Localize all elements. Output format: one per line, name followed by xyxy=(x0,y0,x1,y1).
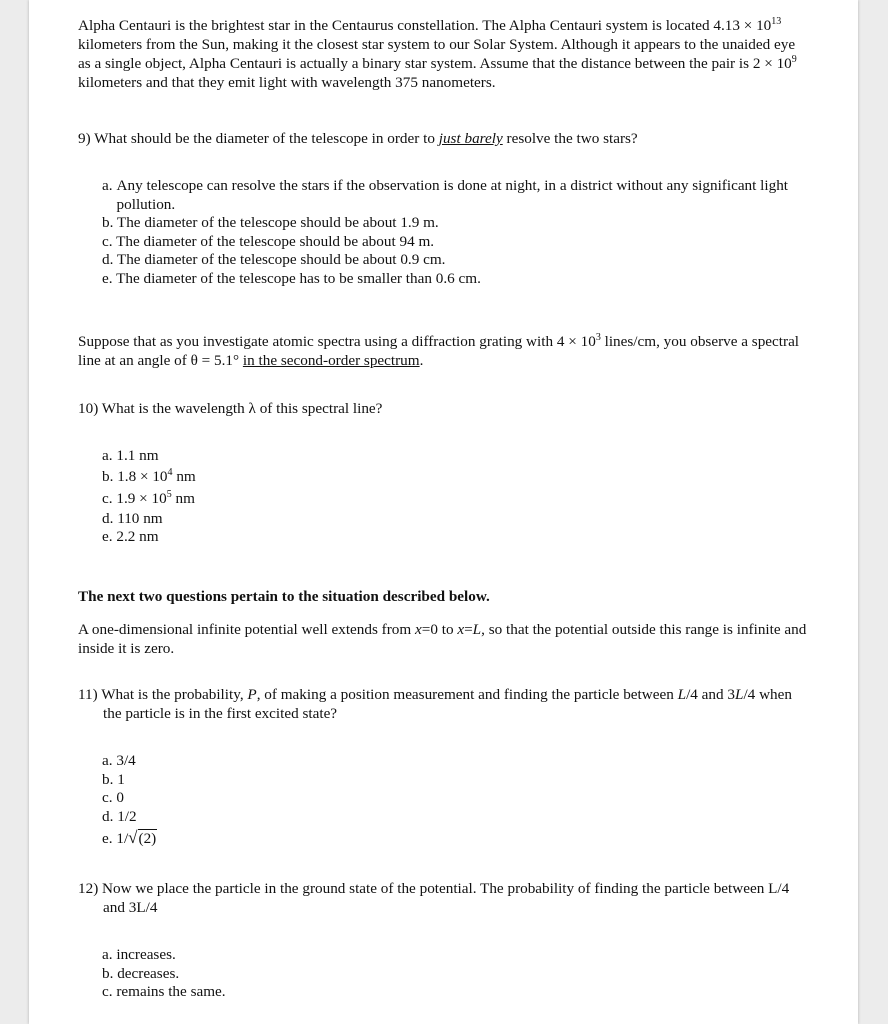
question-9: 9) What should be the diameter of the telescope in order to just barely resolve the two stars? xyxy=(78,130,638,147)
section-paragraph: A one-dimensional infinite potential well extends from x=0 to x=L, so that the potential outside this range is infinite and inside it is zero. xyxy=(78,621,807,657)
option-9a: a. Any telescope can resolve the stars if the observation is done at night, in a district without any significant light pollution. xyxy=(102,177,789,213)
question-11-options xyxy=(78,752,808,851)
option-10e: e. 2.2 nm xyxy=(102,528,159,545)
question-10: 10) What is the wavelength λ of this spectral line? xyxy=(78,400,383,417)
option-12c: c. remains the same. xyxy=(102,983,226,1000)
question-11: 11) What is the probability, P, of making a position measurement and finding the particle between L/4 and 3L/4 when the particle is in the first excited state? xyxy=(78,686,792,722)
question-12-options xyxy=(78,946,808,1002)
option-12b: b. decreases. xyxy=(102,964,180,982)
option-11b: b. 1 xyxy=(102,770,125,788)
square-root: √(2) xyxy=(128,828,157,847)
question-9-options xyxy=(78,177,808,288)
option-11d: d. 1/2 xyxy=(102,807,137,825)
option-9c: c. The diameter of the telescope should be about 94 m. xyxy=(102,232,435,250)
question-10-options xyxy=(78,447,808,547)
option-10a: a. 1.1 nm xyxy=(102,447,159,464)
grating-paragraph: Suppose that as you investigate atomic spectra using a diffraction grating with $4 \times 10^3$ lines/cm, you observe a spectral line at an angle of θ = 5.1° in the second-order spectrum. xyxy=(78,331,800,369)
option-9b: b. The diameter of the telescope should be about 1.9 m. xyxy=(102,214,439,231)
document-page xyxy=(29,0,858,1024)
intro-paragraph: Alpha Centauri is the brightest star in the Centaurus constellation. The Alpha Centauri system is located $4.13 \times 10^{13}$ kilometers from the Sun, making it the closest star system to our Solar System. Although it appears to the unaided eye as a single object, Alpha Centauri is actually a binary star system. Assume that the distance between the pair is $2 \times 10^9$ kilometers and that they emit light with wavelength 375 nanometers. xyxy=(78,15,797,91)
option-11a: a. 3/4 xyxy=(102,752,136,769)
option-9d: d. The diameter of the telescope should be about 0.9 cm. xyxy=(102,251,446,268)
option-9e: e. The diameter of the telescope has to be smaller than 0.6 cm. xyxy=(102,269,481,287)
option-10d: d. 110 nm xyxy=(102,509,163,527)
option-11c: c. 0 xyxy=(102,789,124,806)
question-12: 12) Now we place the particle in the ground state of the potential. The probability of finding the particle between L/4 and 3L/4 xyxy=(78,880,790,916)
option-10c: c. $1.9 \times 10^5$ nm xyxy=(102,488,195,507)
option-10b: b. $1.8 \times 10^4$ nm xyxy=(102,466,196,485)
option-11e: e. 1/√(2) xyxy=(102,826,808,851)
section-heading: The next two questions pertain to the situation described below. xyxy=(78,588,490,605)
option-12a: a. increases. xyxy=(102,946,176,963)
